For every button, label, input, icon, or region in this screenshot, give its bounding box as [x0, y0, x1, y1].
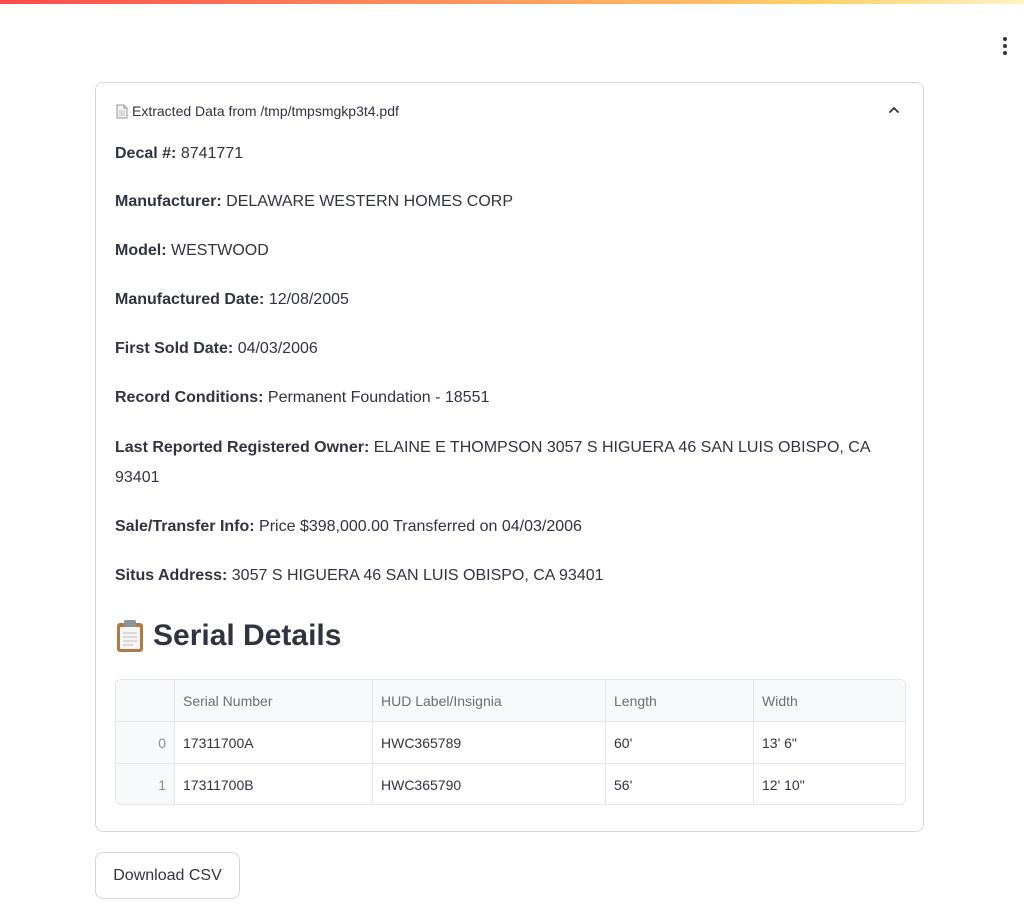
width-cell[interactable]: 13' 6"	[754, 722, 906, 764]
column-header-length[interactable]: Length	[606, 680, 754, 722]
column-header-width[interactable]: Width	[754, 680, 906, 722]
more-vertical-icon	[1003, 37, 1007, 41]
page-icon	[116, 104, 128, 119]
field-manufacturer	[115, 187, 895, 217]
field-label: Manufacturer:	[115, 193, 222, 210]
field-label: Decal #:	[115, 145, 177, 162]
field-situs-address	[115, 561, 895, 591]
field-label: Sale/Transfer Info:	[115, 518, 255, 535]
field-label: Record Conditions:	[115, 389, 264, 406]
expander-header[interactable]	[96, 83, 923, 139]
column-header-index[interactable]	[116, 680, 175, 722]
length-cell[interactable]: 60'	[606, 722, 754, 764]
top-decoration-bar	[0, 0, 1024, 4]
field-label: Manufactured Date:	[115, 291, 265, 308]
field-label: Situs Address:	[115, 567, 228, 584]
field-registered-owner	[115, 433, 895, 493]
column-header-hud-label[interactable]: HUD Label/Insignia	[373, 680, 606, 722]
hud-label-cell[interactable]: HWC365790	[373, 764, 606, 806]
field-value: 12/08/2005	[268, 291, 349, 308]
field-record-conditions	[115, 383, 895, 413]
expander-title-text: Extracted Data from /tmp/tmpsmgkp3t4.pdf	[132, 103, 399, 119]
field-value: Price $398,000.00 Transferred on 04/03/2006	[259, 518, 582, 535]
serial-details-table[interactable]	[115, 679, 906, 805]
row-index: 1	[116, 764, 175, 806]
table-row	[116, 722, 905, 764]
table-row	[116, 764, 905, 806]
extracted-data-expander	[95, 82, 924, 832]
clipboard-icon	[115, 619, 145, 653]
field-label: First Sold Date:	[115, 340, 234, 357]
field-manufactured-date	[115, 285, 895, 315]
field-label: Model:	[115, 242, 167, 259]
field-value: Permanent Foundation - 18551	[267, 389, 490, 406]
serial-details-heading	[115, 619, 341, 653]
field-decal	[115, 139, 895, 169]
table-header-row	[116, 680, 905, 722]
field-value: ELAINE E THOMPSON 3057 S HIGUERA 46 SAN LUIS OBISPO, CA 93401	[115, 439, 870, 486]
main-menu-button[interactable]	[994, 34, 1016, 58]
field-value: 3057 S HIGUERA 46 SAN LUIS OBISPO, CA 93401	[231, 567, 604, 584]
chevron-up-icon[interactable]	[887, 103, 901, 117]
field-sale-transfer	[115, 512, 895, 542]
field-model	[115, 236, 895, 266]
length-cell[interactable]: 56'	[606, 764, 754, 806]
serial-number-cell[interactable]: 17311700B	[175, 764, 373, 806]
column-header-serial-number[interactable]: Serial Number	[175, 680, 373, 722]
field-value: WESTWOOD	[171, 242, 269, 259]
field-value: DELAWARE WESTERN HOMES CORP	[226, 193, 513, 210]
field-first-sold-date	[115, 334, 895, 364]
expander-title	[116, 103, 399, 119]
serial-number-cell[interactable]: 17311700A	[175, 722, 373, 764]
field-value: 04/03/2006	[237, 340, 318, 357]
row-index: 0	[116, 722, 175, 764]
field-label: Last Reported Registered Owner:	[115, 439, 370, 456]
download-csv-button[interactable]: Download CSV	[95, 852, 240, 899]
section-title-text: Serial Details	[153, 619, 342, 652]
field-value: 8741771	[180, 145, 244, 162]
width-cell[interactable]: 12' 10"	[762, 776, 805, 793]
hud-label-cell[interactable]: HWC365789	[373, 722, 606, 764]
